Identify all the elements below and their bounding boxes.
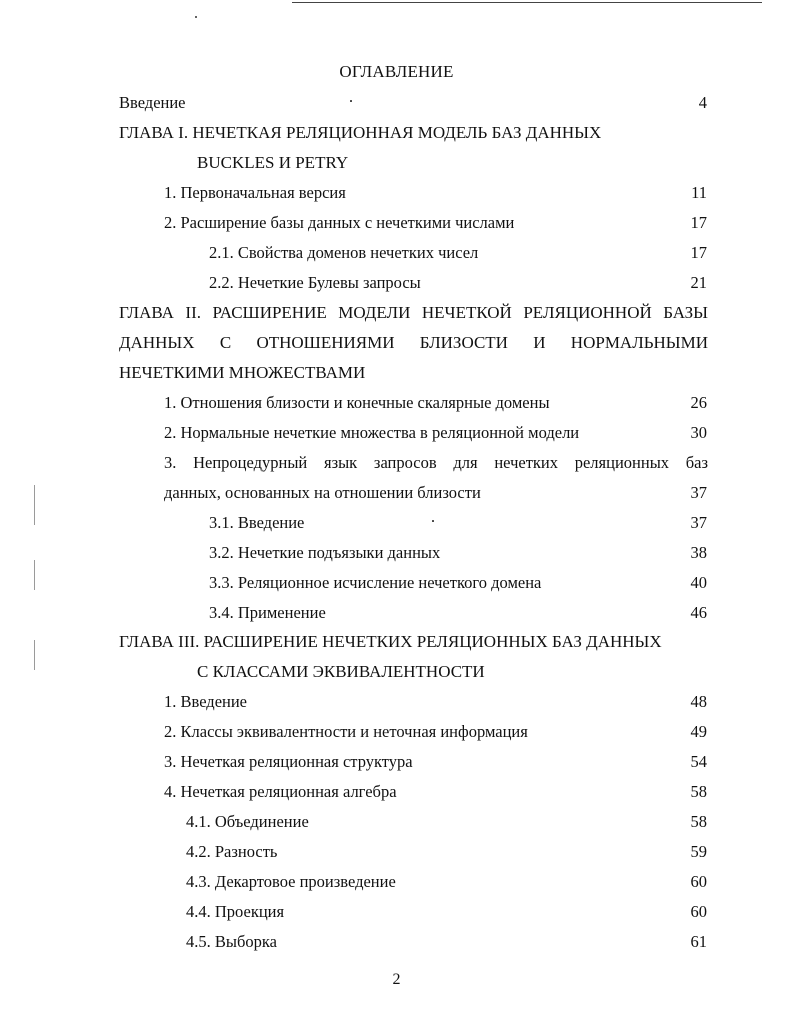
toc-entry: 3.2. Нечеткие подъязыки данных (209, 543, 441, 562)
toc-entry-page: 26 (690, 393, 707, 412)
toc-entry-multiline-2: данных, основанных на отношении близости (164, 483, 481, 502)
toc-entry: 2.2. Нечеткие Булевы запросы (209, 273, 421, 292)
toc-entry: 3.4. Применение (209, 603, 326, 622)
toc-entry-page: 11 (691, 183, 707, 202)
toc-entry: 2. Расширение базы данных с нечеткими числами (164, 213, 515, 232)
toc-entry-page: 37 (690, 483, 707, 502)
toc-entry-page: 59 (690, 842, 707, 861)
chapter-3-heading-line-2: С КЛАССАМИ ЭКВИВАЛЕНТНОСТИ (197, 662, 485, 681)
toc-entry: 3.1. Введение (209, 513, 305, 532)
toc-entry-page: 60 (690, 902, 707, 921)
toc-entry-page: 54 (690, 752, 707, 771)
toc-entry-multiline-1: 3. Непроцедурный язык запросов для нечетких реляционных баз (164, 453, 708, 472)
toc-entry: 2. Нормальные нечеткие множества в реляционной модели (164, 423, 580, 442)
toc-entry-page: 49 (690, 722, 707, 741)
toc-entry: 2. Классы эквивалентности и неточная информация (164, 722, 528, 741)
toc-entry-page: 48 (690, 692, 707, 711)
scan-edge-line (34, 640, 35, 670)
toc-entry-page: 61 (690, 932, 707, 951)
toc-entry: 4.1. Объединение (186, 812, 309, 831)
toc-entry: 3.3. Реляционное исчисление нечеткого домена (209, 573, 542, 592)
scan-edge-line (34, 485, 35, 525)
toc-entry-page: 30 (690, 423, 707, 442)
toc-entry-page: 46 (690, 603, 707, 622)
toc-intro-label: Введение (119, 93, 186, 112)
toc-entry: 1. Отношения близости и конечные скалярные домены (164, 393, 550, 412)
toc-entry: 4.2. Разность (186, 842, 278, 861)
scan-speck (432, 520, 434, 522)
chapter-2-heading-line-2: ДАННЫХ С ОТНОШЕНИЯМИ БЛИЗОСТИ И НОРМАЛЬНЫМИ (119, 333, 708, 352)
chapter-3-heading-line-1: ГЛАВА III. РАСШИРЕНИЕ НЕЧЕТКИХ РЕЛЯЦИОННЫХ БАЗ ДАННЫХ (119, 632, 662, 651)
toc-entry-page: 40 (690, 573, 707, 592)
toc-entry: 4.5. Выборка (186, 932, 277, 951)
scan-speck (195, 16, 197, 18)
toc-entry-page: 37 (690, 513, 707, 532)
scan-edge-line (34, 560, 35, 590)
toc-entry-page: 60 (690, 872, 707, 891)
toc-entry: 1. Введение (164, 692, 248, 711)
scan-border-line (292, 2, 762, 3)
toc-entry: 3. Нечеткая реляционная структура (164, 752, 413, 771)
chapter-1-heading-line-1: ГЛАВА I. НЕЧЕТКАЯ РЕЛЯЦИОННАЯ МОДЕЛЬ БАЗ ДАННЫХ (119, 123, 602, 142)
toc-entry-page: 38 (690, 543, 707, 562)
toc-title: ОГЛАВЛЕНИЕ (339, 62, 454, 81)
toc-entry-page: 17 (690, 243, 707, 262)
toc-entry-page: 21 (690, 273, 707, 292)
toc-entry-page: 58 (690, 782, 707, 801)
toc-entry: 2.1. Свойства доменов нечетких чисел (209, 243, 479, 262)
chapter-2-heading-line-1: ГЛАВА II. РАСШИРЕНИЕ МОДЕЛИ НЕЧЕТКОЙ РЕЛЯЦИОННОЙ БАЗЫ (119, 303, 708, 322)
toc-entry-page: 17 (690, 213, 707, 232)
toc-intro-page: 4 (698, 93, 707, 112)
toc-entry: 4.3. Декартовое произведение (186, 872, 396, 891)
scan-speck (350, 100, 352, 102)
toc-entry: 4.4. Проекция (186, 902, 285, 921)
chapter-2-heading-line-3: НЕЧЕТКИМИ МНОЖЕСТВАМИ (119, 363, 366, 382)
page-number: 2 (392, 971, 401, 988)
toc-entry-page: 58 (690, 812, 707, 831)
toc-entry: 1. Первоначальная версия (164, 183, 346, 202)
chapter-1-heading-line-2: BUCKLES И PETRY (197, 153, 349, 172)
toc-entry: 4. Нечеткая реляционная алгебра (164, 782, 397, 801)
